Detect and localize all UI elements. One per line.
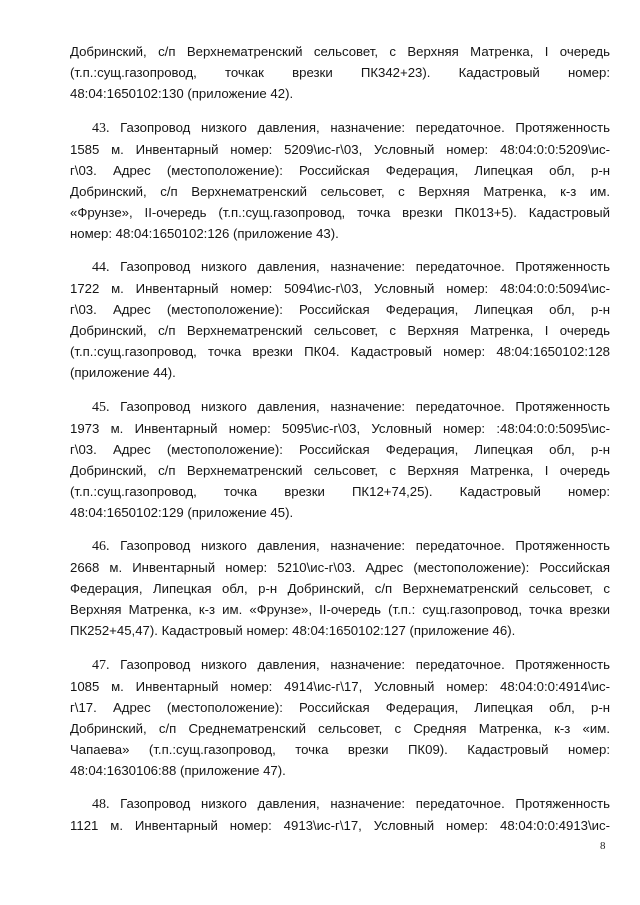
text-line	[70, 676, 610, 697]
line-text: «Фрунзе», II-очередь (т.п.:сущ.газопровод, точка врезки ПК013+5). Кадастровый	[70, 204, 610, 220]
text-line	[70, 502, 610, 523]
text-line	[70, 202, 610, 223]
line-text: (т.п.:сущ.газопровод, точкак врезки ПК342+23). Кадастровый номер:	[70, 65, 610, 80]
text-line	[70, 620, 610, 641]
line-text: Добринский, с/п Верхнематренский сельсовет, с Верхняя Матренка, к-з им.	[70, 183, 610, 199]
text-line	[70, 62, 610, 83]
line-text: (приложение 44).	[70, 365, 176, 380]
line-text: Добринский, с/п Верхнематренский сельсовет, с Верхняя Матренка, I очередь	[70, 462, 610, 478]
line-text: Добринский, с/п Среднематренский сельсовет, с Средняя Матренка, к-з «им.	[70, 720, 610, 736]
line-text: 1121 м. Инвентарный номер: 4913\ис-г\17, Условный номер: 48:04:0:0:4913\ис-	[70, 818, 610, 833]
line-text: 48:04:1650102:129 (приложение 45).	[70, 504, 294, 520]
line-text: 2668 м. Инвентарный номер: 5210\ис-г\03. Адрес (местоположение): Российская	[70, 560, 610, 575]
line-text: Газопровод низкого давления, назначение: передаточное. Протяженность	[120, 656, 610, 672]
text-line	[70, 223, 610, 244]
line-text: (т.п.:сущ.газопровод, точка врезки ПК12+74,25). Кадастровый номер:	[70, 483, 610, 499]
line-text: г\03. Адрес (местоположение): Российская Федерация, Липецкая обл, р-н	[70, 441, 610, 457]
list-item-44	[70, 256, 610, 383]
line-text: Газопровод низкого давления, назначение: передаточное. Протяженность	[120, 259, 610, 274]
text-line	[70, 256, 610, 278]
text-line	[70, 578, 610, 599]
line-text: 1722 м. Инвентарный номер: 5094\ис-г\03, Условный номер: 48:04:0:0:5094\ис-	[70, 281, 610, 296]
line-text: Верхняя Матренка, к-з им. «Фрунзе», II-очередь (т.п.: сущ.газопровод, точка врезки	[70, 602, 610, 617]
item-number: 45.	[92, 399, 110, 415]
line-text: Газопровод низкого давления, назначение: передаточное. Протяженность	[120, 119, 610, 135]
list-item-45	[70, 396, 610, 523]
item-number: 46.	[92, 539, 110, 554]
line-text: 1585 м. Инвентарный номер: 5209\ис-г\03, Условный номер: 48:04:0:0:5209\ис-	[70, 141, 610, 157]
list-item-47	[70, 654, 610, 781]
page-number: 8	[600, 840, 606, 852]
item-number: 47.	[92, 657, 110, 673]
line-text: Чапаева» (т.п.:сущ.газопровод, точка врезки ПК09). Кадастровый номер:	[70, 741, 610, 757]
text-line	[70, 418, 610, 439]
text-line	[70, 793, 610, 815]
text-line	[70, 117, 610, 139]
text-line	[70, 815, 610, 836]
text-line	[70, 160, 610, 181]
text-line	[70, 439, 610, 460]
text-line	[70, 83, 610, 104]
line-text: 48:04:1650102:130 (приложение 42).	[70, 86, 294, 101]
list-item-43	[70, 117, 610, 244]
line-text: Добринский, с/п Верхнематренский сельсовет, с Верхняя Матренка, I очередь	[70, 44, 610, 59]
text-line	[70, 460, 610, 481]
line-text: 1973 м. Инвентарный номер: 5095\ис-г\03, Условный номер: :48:04:0:0:5095\ис-	[70, 420, 610, 436]
text-line	[70, 41, 610, 62]
text-line	[70, 341, 610, 362]
text-line	[70, 139, 610, 160]
text-line	[70, 599, 610, 620]
line-text: Федерация, Липецкая обл, р-н Добринский, с/п Верхнематренский сельсовет, с	[70, 581, 610, 596]
line-text: 1085 м. Инвентарный номер: 4914\ис-г\17, Условный номер: 48:04:0:0:4914\ис-	[70, 678, 610, 694]
text-line	[70, 396, 610, 418]
line-text: Газопровод низкого давления, назначение: передаточное. Протяженность	[120, 398, 610, 414]
line-text: г\17. Адрес (местоположение): Российская Федерация, Липецкая обл, р-н	[70, 699, 610, 715]
item-number: 48.	[92, 797, 110, 812]
line-text: (т.п.:сущ.газопровод, точка врезки ПК04. Кадастровый номер: 48:04:1650102:128	[70, 344, 610, 359]
item-number: 43.	[92, 120, 110, 136]
line-text: Газопровод низкого давления, назначение: передаточное. Протяженность	[120, 538, 610, 553]
line-text: Добринский, с/п Верхнематренский сельсовет, с Верхняя Матренка, I очередь	[70, 323, 610, 338]
text-line	[70, 697, 610, 718]
item-number: 44.	[92, 260, 110, 275]
line-text: г\03. Адрес (местоположение): Российская Федерация, Липецкая обл, р-н	[70, 302, 610, 317]
text-line	[70, 760, 610, 781]
line-text: номер: 48:04:1650102:126 (приложение 43).	[70, 225, 339, 241]
list-item-48	[70, 793, 610, 836]
text-line	[70, 181, 610, 202]
list-item-46	[70, 535, 610, 641]
line-text: ПК252+45,47). Кадастровый номер: 48:04:1650102:127 (приложение 46).	[70, 623, 516, 638]
text-line	[70, 654, 610, 676]
line-text: г\03. Адрес (местоположение): Российская Федерация, Липецкая обл, р-н	[70, 162, 610, 178]
line-text: Газопровод низкого давления, назначение: передаточное. Протяженность	[120, 796, 610, 811]
text-line	[70, 278, 610, 299]
text-line	[70, 535, 610, 557]
text-line	[70, 299, 610, 320]
text-line	[70, 362, 610, 383]
text-line	[70, 481, 610, 502]
paragraph-continued	[70, 41, 610, 104]
text-line	[70, 320, 610, 341]
document-body	[70, 41, 610, 836]
line-text: 48:04:1630106:88 (приложение 47).	[70, 762, 286, 778]
text-line	[70, 718, 610, 739]
text-line	[70, 557, 610, 578]
text-line	[70, 739, 610, 760]
